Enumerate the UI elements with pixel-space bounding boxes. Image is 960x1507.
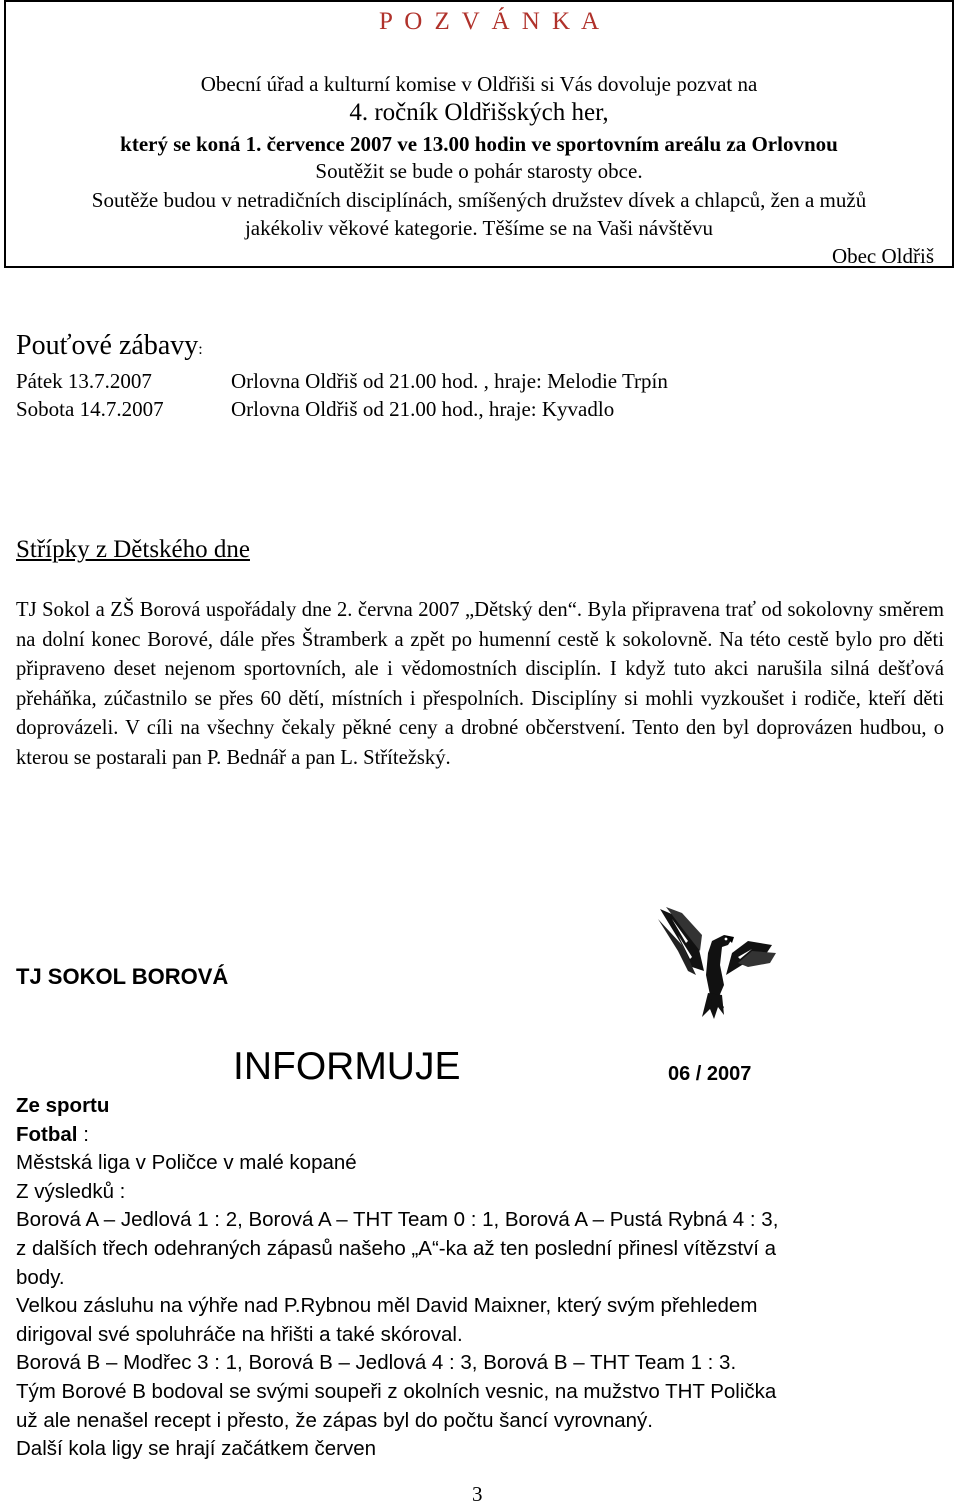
sport-line: Z výsledků : — [16, 1179, 126, 1203]
sport-section — [16, 1092, 946, 1464]
pout-info: Orlovna Oldřiš od 21.00 hod. , hraje: Melodie Trpín — [231, 369, 668, 393]
sport-line: body. — [16, 1265, 65, 1289]
sport-line: Městská liga v Poličce v malé kopané — [16, 1151, 357, 1175]
invitation-line-6: jakékoliv věkové kategorie. Těšíme se na Vaši návštěvu — [244, 216, 714, 240]
sport-line: Borová B – Modřec 3 : 1, Borová B – Jedlová 4 : 3, Borová B – THT Team 1 : 3. — [16, 1351, 737, 1375]
stripky-paragraph-text: TJ Sokol a ZŠ Borová uspořádaly dne 2. června 2007 „Dětský den“. Byla připravena trať od sokolovny směrem na dolní konec Borové, dále přes Štramberk a zpět po humenní cestě k sokolovně. Na této cestě bylo pro děti připraveno deset nejenom sportovních, ale i vědomostních disciplín. I když tuto akci narušila silná dešťová přeháňka, zúčastnilo se přes 60 dětí, místních i přespolních. Disciplíny si mohli vyzkoušet i rodiče, kteří děti doprovázeli. V cíli na všechny čekaly pěkné ceny a drobné občerstvení. Tento den byl doprovázen hudbou, o kterou se postarali pan P. Bednář a pan L. Střítežský. — [16, 599, 944, 769]
pout-date: Pátek 13.7.2007 — [16, 369, 152, 393]
sokol-title: TJ SOKOL BOROVÁ — [16, 964, 229, 989]
invitation-signature: Obec Oldřiš — [831, 244, 934, 268]
invitation-line-1: Obecní úřad a kulturní komise v Oldřiši si Vás dovoluje pozvat na — [200, 72, 758, 96]
sport-line: Další kola ligy se hrají začátkem červen — [16, 1437, 377, 1461]
invitation-title: P O Z V Á N K A — [379, 8, 603, 35]
sport-line: už ale nenašel recept i přesto, že zápas byl do počtu šancí vyrovnaný. — [16, 1408, 654, 1432]
pout-info: Orlovna Oldřiš od 21.00 hod., hraje: Kyvadlo — [231, 397, 615, 421]
sport-line: Tým Borové B bodoval se svými soupeři z okolních vesnic, na mužstvo THT Polička — [16, 1379, 777, 1403]
sport-line: Borová A – Jedlová 1 : 2, Borová A – THT Team 0 : 1, Borová A – Pustá Rybná 4 : 3, — [16, 1208, 779, 1232]
informuje-heading: INFORMUJE — [233, 1045, 461, 1088]
issue-number: 06 / 2007 — [668, 1063, 752, 1085]
stripky-heading: Střípky z Dětského dne — [16, 536, 250, 563]
page-number: 3 — [472, 1482, 483, 1506]
pout-heading-text: Pouťové zábavy — [16, 330, 199, 361]
football-heading — [16, 1121, 946, 1150]
pout-date: Sobota 14.7.2007 — [16, 397, 164, 421]
sport-line: dirigoval své spoluhráče na hřišti a také skóroval. — [16, 1322, 463, 1346]
football-colon: : — [77, 1122, 89, 1146]
sport-heading: Ze sportu — [16, 1094, 110, 1117]
invitation-line-4: Soutěžit se bude o pohár starosty obce. — [315, 159, 643, 183]
sport-line: z dalších třech odehraných zápasů našeho „A“-ka až ten poslední přinesl vítězství a — [16, 1236, 777, 1260]
invitation-line-3: který se koná 1. července 2007 ve 13.00 hodin ve sportovním areálu za Orlovnou — [120, 132, 838, 156]
pout-heading — [16, 330, 203, 362]
eagle-icon — [652, 905, 782, 1025]
invitation-box — [4, 0, 954, 268]
pout-heading-colon: : — [198, 341, 203, 358]
invitation-line-5: Soutěže budou v netradičních disciplínách, smíšených družstev dívek a chlapců, žen a mužů — [91, 188, 867, 212]
football-label: Fotbal — [16, 1122, 78, 1146]
invitation-line-2: 4. ročník Oldřišských her, — [349, 99, 609, 126]
stripky-paragraph — [16, 596, 944, 773]
sport-line: Velkou zásluhu na výhře nad P.Rybnou měl David Maixner, který svým přehledem — [16, 1294, 758, 1318]
